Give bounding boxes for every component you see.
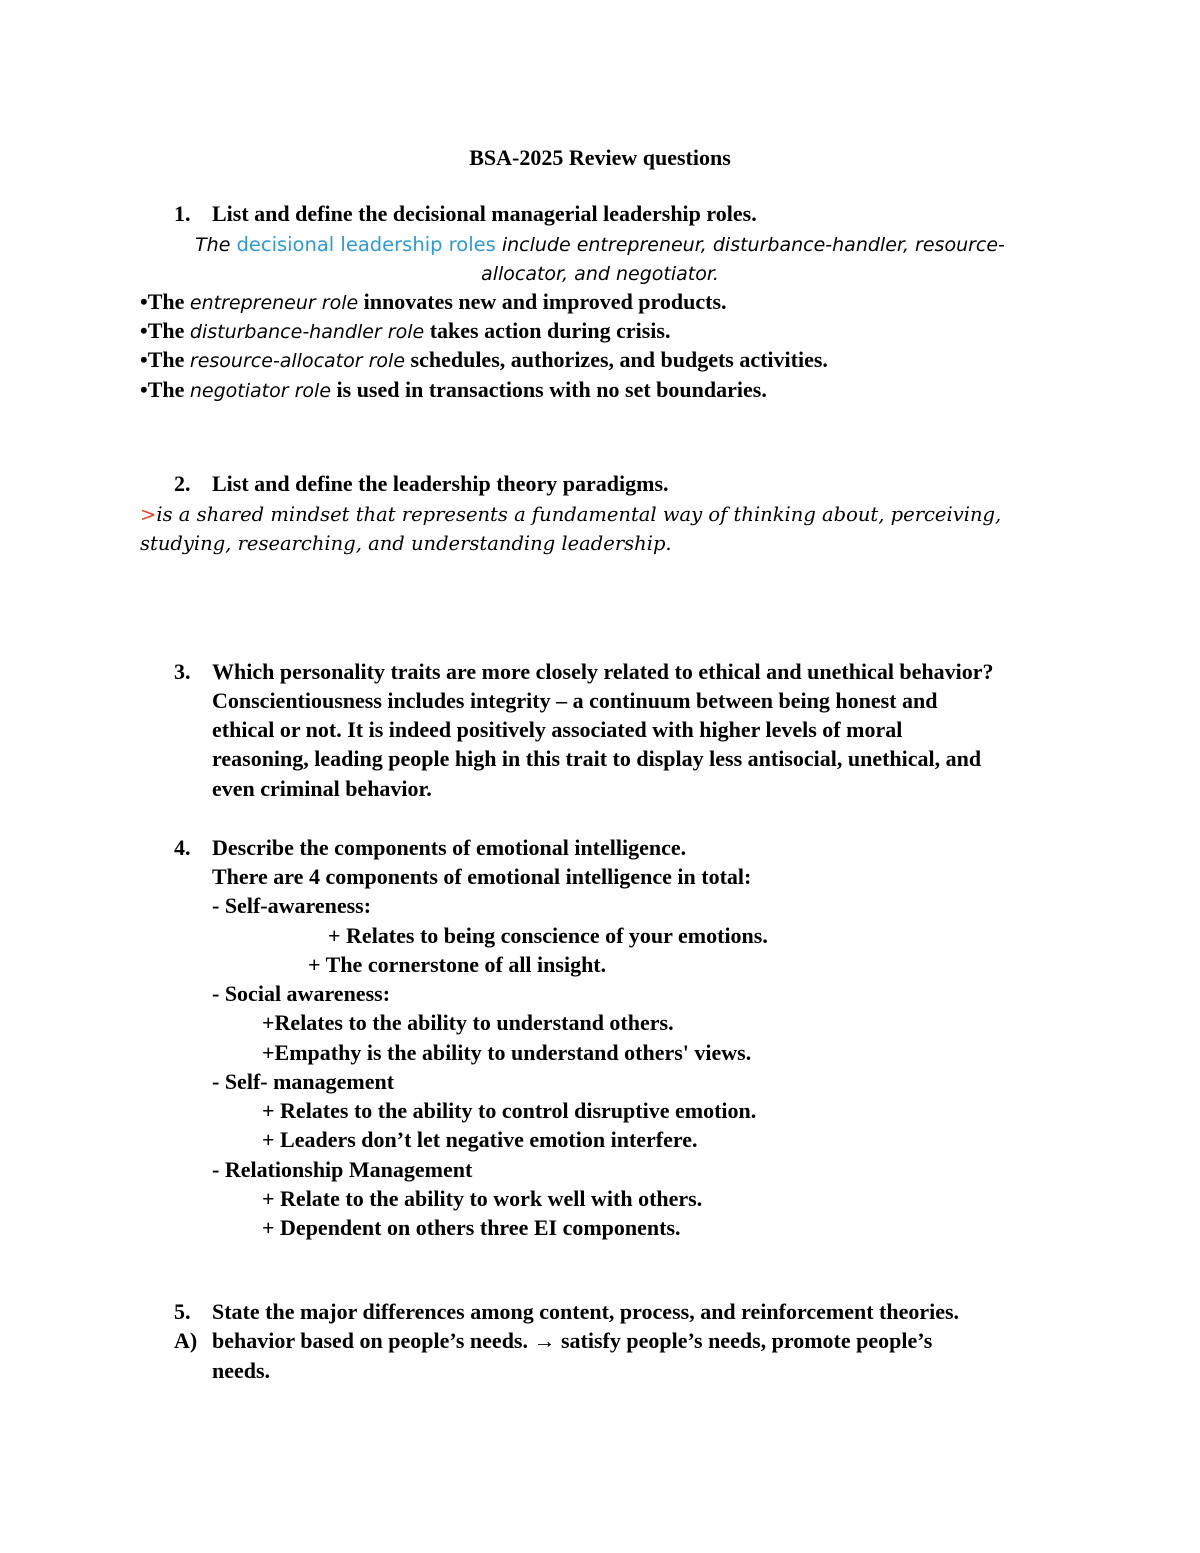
q3-line: even criminal behavior. [212, 776, 432, 801]
q1-question: List and define the decisional managerial leadership roles. [212, 201, 757, 226]
q1-bullet [140, 288, 727, 317]
q4-component: - Self- management [212, 1069, 395, 1094]
q5-answer-pre: behavior based on [212, 1328, 389, 1353]
q4-component-detail: + Leaders don’t let negative emotion interfere. [262, 1127, 698, 1152]
q1-intro-post-2: allocator, and negotiator. [481, 263, 719, 285]
q4-component-detail: +Relates to the ability to understand others. [262, 1010, 674, 1035]
bullet-marker: • [140, 289, 148, 314]
bullet-pre: The [147, 318, 190, 343]
q1-intro-post-1: include entrepreneur, disturbance-handler, resource- [495, 234, 1005, 256]
bullet-marker: • [140, 318, 148, 343]
q2-answer-line-1 [140, 500, 1001, 529]
q2-answer-line-2 [140, 529, 672, 558]
q4-question: Describe the components of emotional intelligence. [212, 835, 687, 860]
bullet-pre: The [147, 347, 190, 372]
bullet-marker: • [140, 377, 148, 402]
q3-line: Which personality traits are more closely related to ethical and unethical behavior? [212, 659, 994, 684]
q4-component-detail: + Relates to being conscience of your emotions. [328, 923, 768, 948]
q1-bullet [140, 317, 670, 346]
q1-intro-line-1 [0, 230, 1200, 259]
q3-line: ethical or not. It is indeed positively associated with higher levels of moral [212, 717, 903, 742]
bullet-marker: • [140, 347, 148, 372]
q5-number: 5. [174, 1299, 191, 1324]
q2-answer-1: is a shared mindset that represents a fundamental way of thinking about, perceiving, [156, 503, 1002, 526]
page-title: BSA-2025 Review questions [469, 145, 731, 170]
bullet-post: innovates new and improved products. [358, 289, 727, 314]
q1-bullet [140, 346, 828, 375]
q2-question: List and define the leadership theory paradigms. [212, 471, 669, 496]
q5-answer-line-1 [212, 1327, 932, 1355]
q4-number: 4. [174, 835, 191, 860]
q5-answer-line-2: needs. [212, 1358, 271, 1383]
q3-number: 3. [174, 659, 191, 684]
q4-intro: There are 4 components of emotional intelligence in total: [212, 864, 752, 889]
q1-bullet [140, 376, 767, 405]
q4-component: - Self-awareness: [212, 893, 372, 918]
q1-intro-pre: The [195, 234, 237, 256]
q2-marker: > [140, 503, 157, 526]
q4-component-detail: + The cornerstone of all insight. [308, 952, 607, 977]
q5-answer-bold: people’s needs [388, 1328, 523, 1353]
q4-component: - Social awareness: [212, 981, 391, 1006]
q4-component-detail: + Dependent on others three EI components. [262, 1215, 681, 1240]
q3-line: reasoning, leading people high in this trait to display less antisocial, unethical, and [212, 746, 982, 771]
q1-intro-highlight: decisional leadership roles [236, 233, 496, 256]
q1-number: 1. [174, 201, 191, 226]
bullet-post: is used in transactions with no set boundaries. [331, 377, 767, 402]
bullet-post: schedules, authorizes, and budgets activities. [405, 347, 828, 372]
q3-line: Conscientiousness includes integrity – a continuum between being honest and [212, 688, 938, 713]
q5-answer-post: . → satisfy people’s needs, promote people’s [522, 1328, 933, 1353]
bullet-term: negotiator role [189, 380, 332, 402]
bullet-term: disturbance-handler role [189, 321, 425, 343]
bullet-term: resource-allocator role [189, 350, 406, 372]
q4-component: - Relationship Management [212, 1157, 473, 1182]
q5-answer-marker: A) [174, 1328, 198, 1353]
q4-component-detail: + Relate to the ability to work well with others. [262, 1186, 703, 1211]
q1-intro-line-2 [0, 259, 1200, 288]
bullet-post: takes action during crisis. [424, 318, 671, 343]
q2-answer-2: studying, researching, and understanding leadership. [140, 532, 672, 555]
bullet-pre: The [147, 289, 190, 314]
q4-component-detail: + Relates to the ability to control disruptive emotion. [262, 1098, 757, 1123]
bullet-term: entrepreneur role [189, 292, 359, 314]
q4-component-detail: +Empathy is the ability to understand others' views. [262, 1040, 752, 1065]
q5-question: State the major differences among content, process, and reinforcement theories. [212, 1299, 960, 1324]
bullet-pre: The [147, 377, 190, 402]
q2-number: 2. [174, 471, 191, 496]
